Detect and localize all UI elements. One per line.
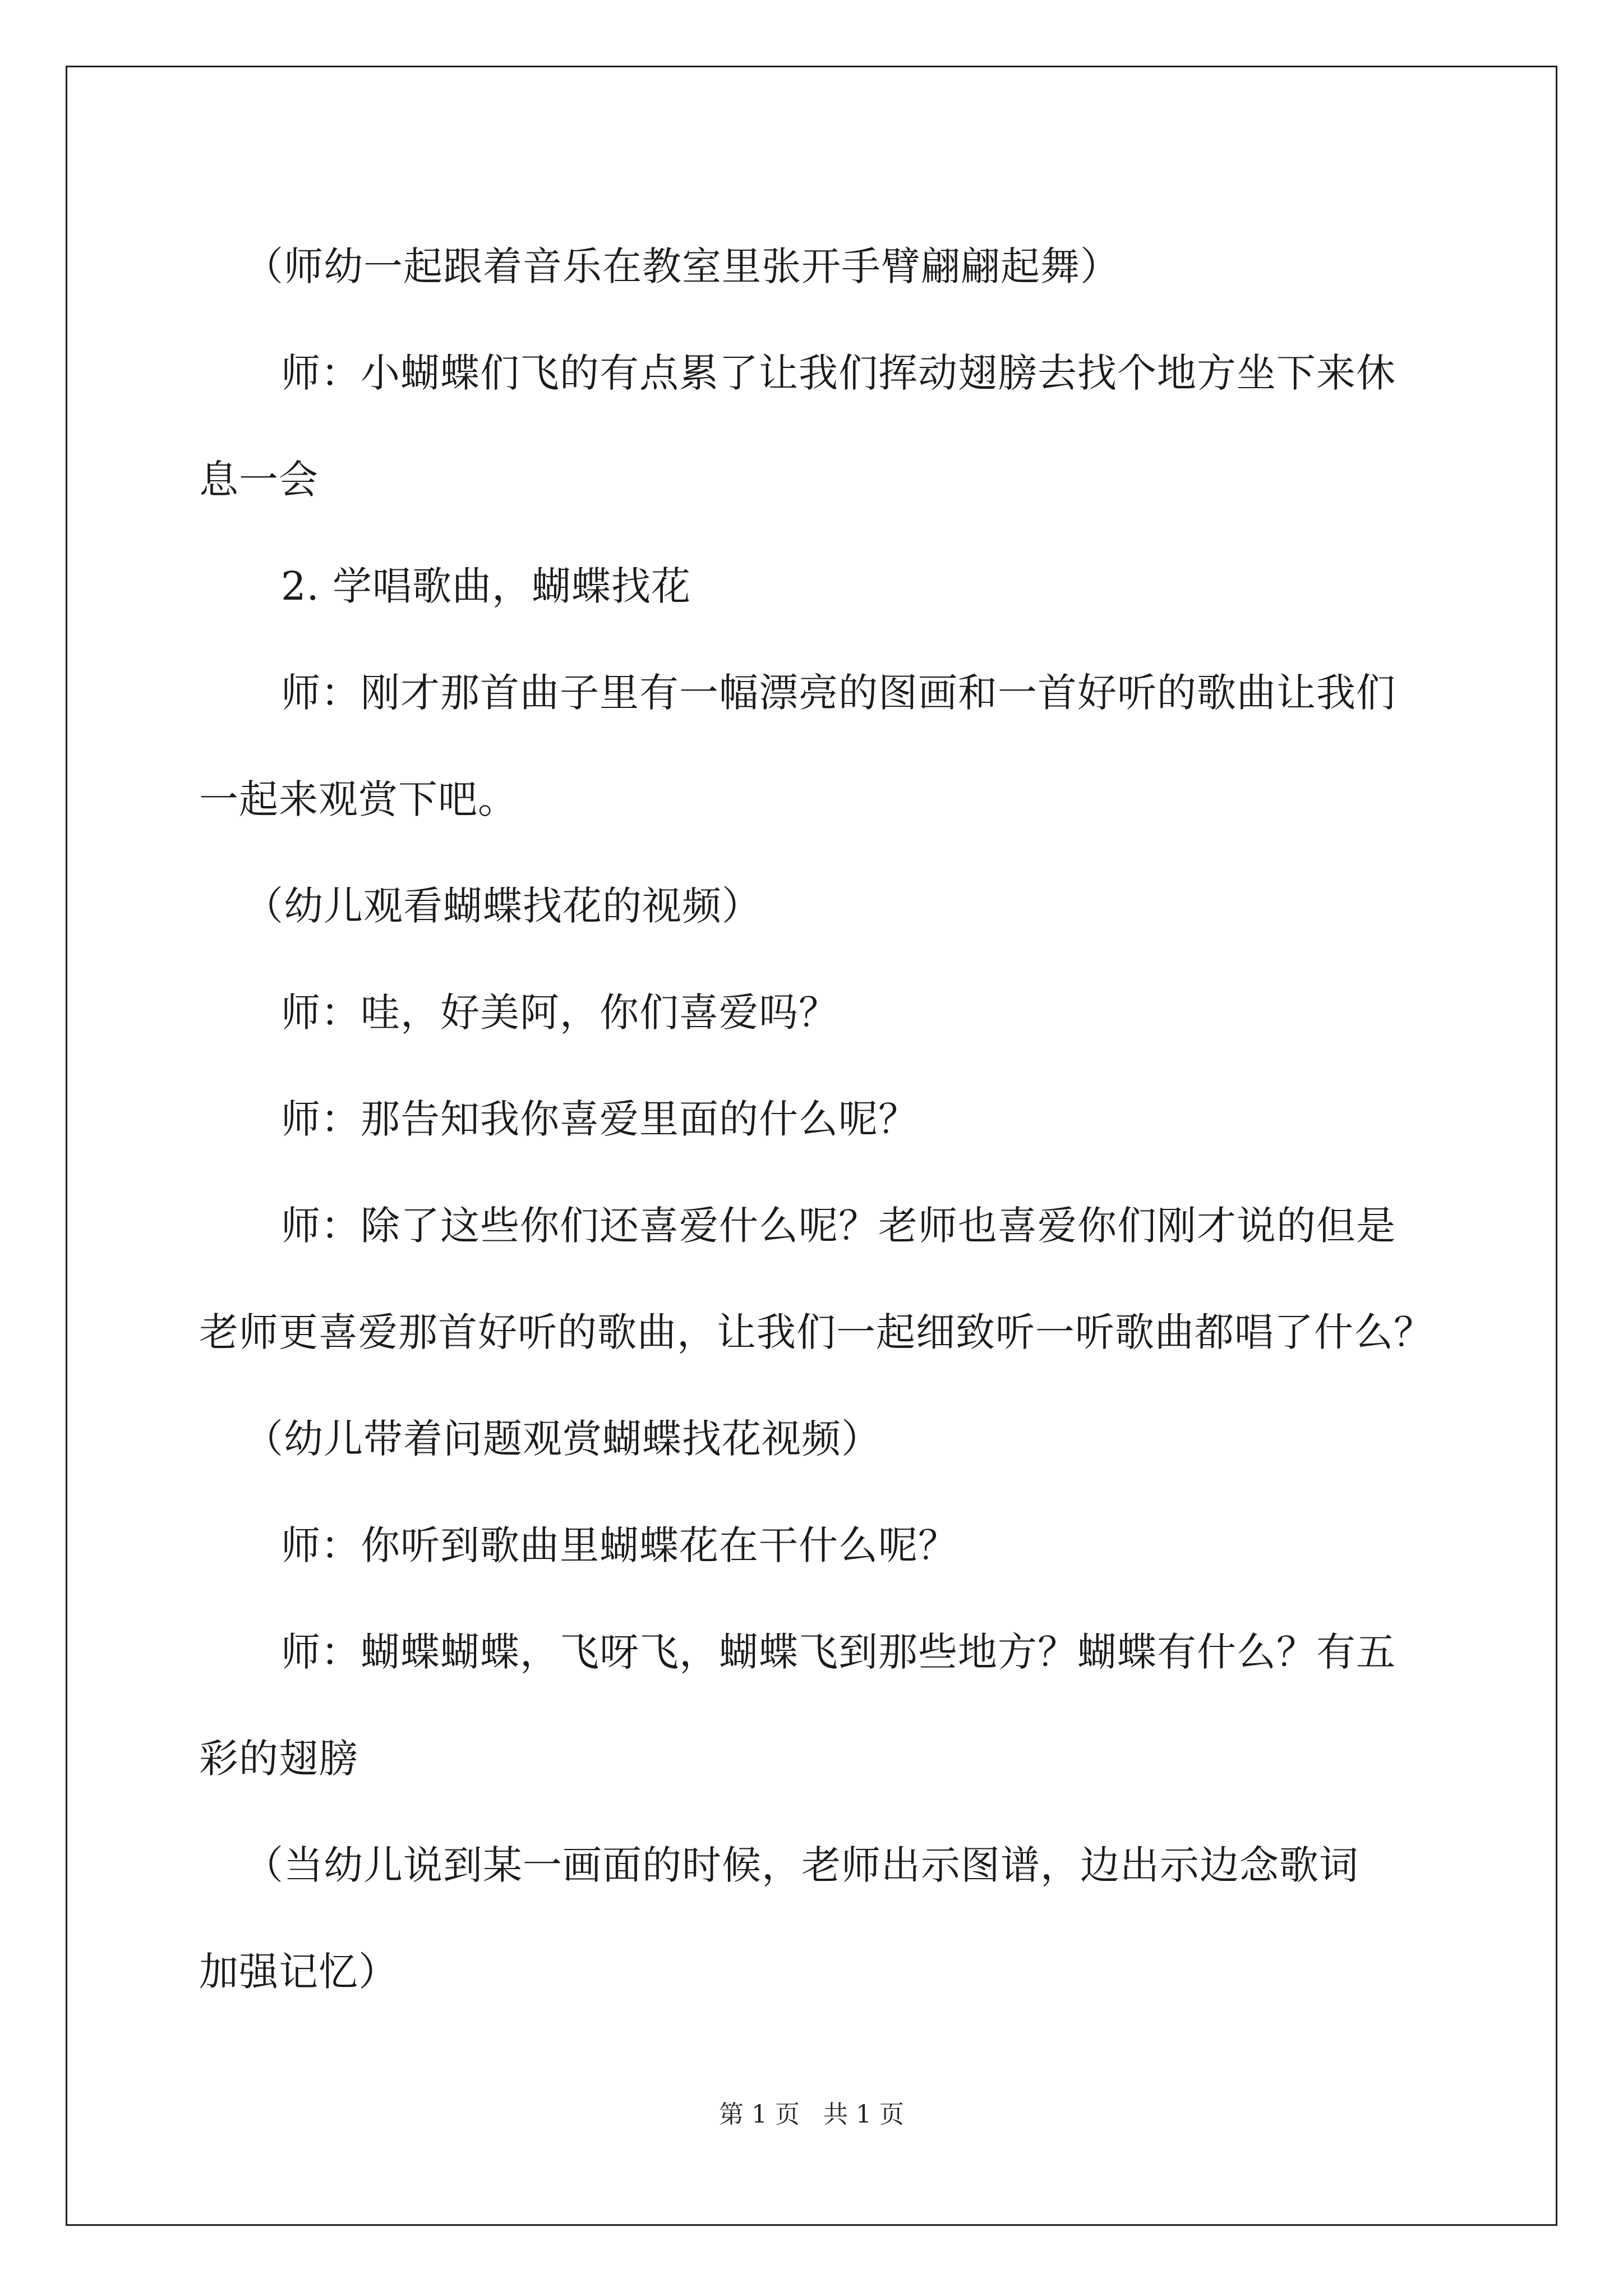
paragraph-continuation: 一起来观赏下吧。 [199,776,518,822]
paragraph: 师：那告知我你喜爱里面的什么呢？ [281,1096,918,1142]
page-number: 第 1 页 [719,2100,800,2129]
paragraph-continuation: 彩的翅膀 [199,1736,358,1782]
paragraph: 师：小蝴蝶们飞的有点累了让我们挥动翅膀去找个地方坐下来休 [281,350,1396,396]
page-total: 共 1 页 [823,2100,904,2129]
paragraph-continuation: 老师更喜爱那首好听的歌曲，让我们一起细致听一听歌曲都唱了什么？ [199,1309,1433,1355]
paragraph-continuation: 息一会 [199,457,319,503]
section-heading: 2. 学唱歌曲，蝴蝶找花 [281,563,691,609]
paragraph: 师：除了这些你们还喜爱什么呢？老师也喜爱你们刚才说的但是 [281,1203,1396,1249]
paragraph: （幼儿带着问题观赏蝴蝶找花视频） [244,1416,881,1462]
paragraph-continuation: 加强记忆） [199,1949,398,1995]
paragraph: 师：哇，好美阿，你们喜爱吗？ [281,990,838,1036]
paragraph: （当幼儿说到某一画面的时候，老师出示图谱，边出示边念歌词 [244,1842,1359,1888]
paragraph: （师幼一起跟着音乐在教室里张开手臂翩翩起舞） [244,243,1120,289]
document-body [199,213,1445,2025]
page-footer [0,2098,1623,2132]
paragraph: 师：蝴蝶蝴蝶，飞呀飞，蝴蝶飞到那些地方？蝴蝶有什么？有五 [281,1629,1396,1675]
paragraph: 师：刚才那首曲子里有一幅漂亮的图画和一首好听的歌曲让我们 [281,670,1396,716]
paragraph: （幼儿观看蝴蝶找花的视频） [244,883,762,929]
paragraph: 师：你听到歌曲里蝴蝶花在干什么呢？ [281,1522,958,1568]
